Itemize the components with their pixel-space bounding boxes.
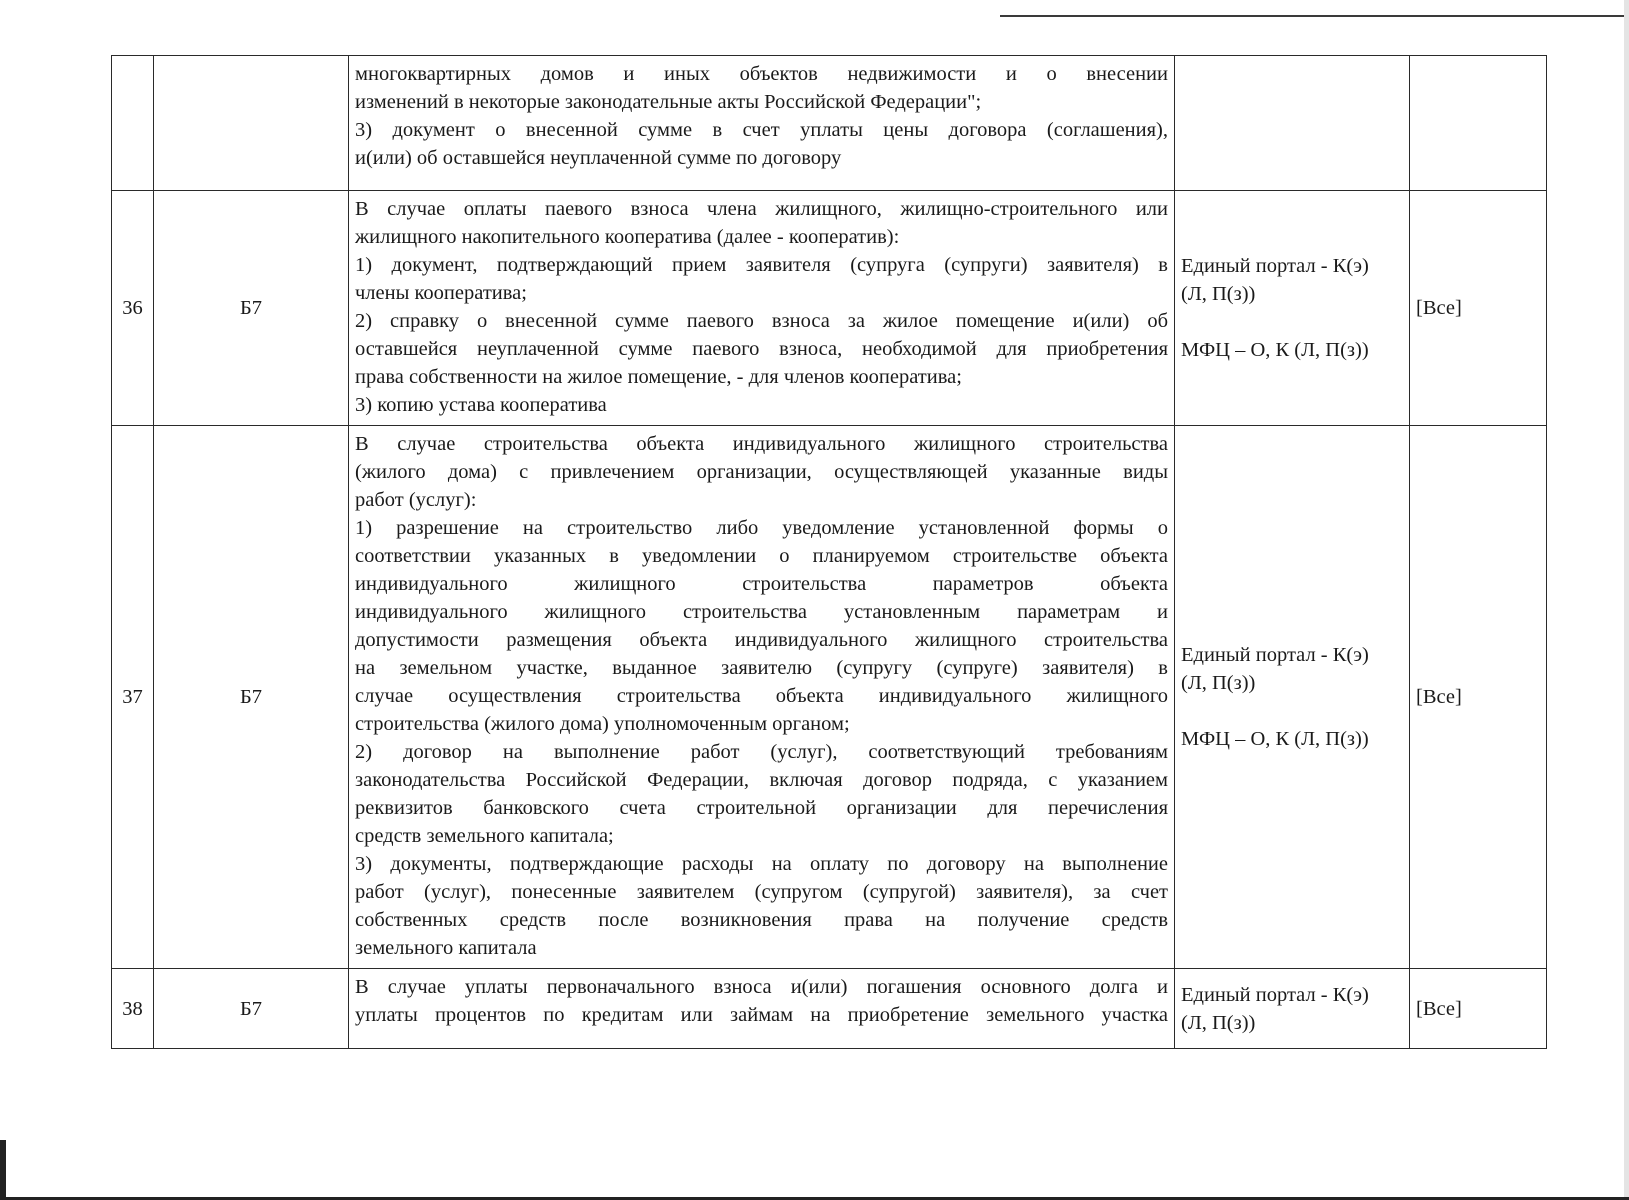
scan-edge-left (0, 1140, 6, 1200)
document-line: строительства (жилого дома) уполномоченным органом; (355, 713, 850, 735)
document-line: (жилого дома) с привлечением организации, осуществляющей указанные виды (355, 461, 1168, 483)
table-row (112, 191, 1547, 426)
document-line: В случае строительства объекта индивидуального жилищного строительства (355, 433, 1168, 455)
document-line: права собственности на жилое помещение, - для членов кооператива; (355, 366, 962, 388)
row-code-cell (154, 56, 349, 191)
documents-cell (349, 969, 1175, 1049)
submission-method-cell (1175, 969, 1410, 1049)
document-line: 3) документы, подтверждающие расходы на оплату по договору на выполнение (355, 853, 1168, 875)
documents-cell (349, 56, 1175, 191)
document-line: средств земельного капитала; (355, 825, 614, 847)
document-line: 1) разрешение на строительство либо уведомление установленной формы о (355, 517, 1168, 539)
document-line: 3) документ о внесенной сумме в счет уплаты цены договора (соглашения), (355, 119, 1168, 141)
row-number-cell: 38 (112, 969, 154, 1049)
submission-method-cell (1175, 191, 1410, 426)
document-line: собственных средств после возникновения права на получение средств (355, 909, 1168, 931)
row-code-cell: Б7 (154, 969, 349, 1049)
document-line: соответствии указанных в уведомлении о планируемом строительстве объекта (355, 545, 1168, 567)
submission-line: МФЦ – О, К (Л, П(з)) (1181, 728, 1369, 750)
submission-line: Единый портал - К(э) (1181, 644, 1369, 666)
table-row (112, 56, 1547, 191)
row-code-cell: Б7 (154, 191, 349, 426)
document-line: земельного капитала (355, 937, 537, 959)
document-line: 3) копию устава кооператива (355, 394, 607, 416)
row-code-cell: Б7 (154, 426, 349, 969)
document-line: и(или) об оставшейся неуплаченной сумме по договору (355, 147, 842, 169)
document-line: индивидуального жилищного строительства параметров объекта (355, 573, 1168, 595)
document-line: работ (услуг), понесенные заявителем (супругом (супругой) заявителя), за счет (355, 881, 1168, 903)
document-line: 2) справку о внесенной сумме паевого взноса за жилое помещение и(или) об (355, 310, 1168, 332)
document-line: 2) договор на выполнение работ (услуг), соответствующий требованиям (355, 741, 1168, 763)
document-line: допустимости размещения объекта индивидуального жилищного строительства (355, 629, 1168, 651)
documents-cell (349, 426, 1175, 969)
document-line: оставшейся неуплаченной сумме паевого взноса, необходимой для приобретения (355, 338, 1168, 360)
document-line: многоквартирных домов и иных объектов недвижимости и о внесении (355, 63, 1168, 85)
documents-cell (349, 191, 1175, 426)
submission-line: МФЦ – О, К (Л, П(з)) (1181, 339, 1369, 361)
document-line: члены кооператива; (355, 282, 527, 304)
submission-line: Единый портал - К(э) (1181, 983, 1369, 1006)
table-row (112, 426, 1547, 969)
document-line: изменений в некоторые законодательные акты Российской Федерации"; (355, 91, 982, 113)
document-line: В случае уплаты первоначального взноса и(или) погашения основного долга и (355, 976, 1168, 998)
document-line: случае осуществления строительства объекта индивидуального жилищного (355, 685, 1168, 707)
document-line: законодательства Российской Федерации, включая договор подряда, с указанием (355, 769, 1168, 791)
document-line: индивидуального жилищного строительства установленным параметрам и (355, 601, 1168, 623)
scan-edge-top (1000, 15, 1629, 17)
scope-cell: [Все] (1410, 191, 1547, 426)
scope-cell: [Все] (1410, 426, 1547, 969)
table-row (112, 969, 1547, 1049)
document-line: жилищного накопительного кооператива (далее - кооператив): (355, 226, 900, 248)
submission-line: Единый портал - К(э) (1181, 255, 1369, 277)
submission-method-cell (1175, 56, 1410, 191)
document-line: В случае оплаты паевого взноса члена жилищного, жилищно-строительного или (355, 198, 1168, 220)
row-number-cell (112, 56, 154, 191)
document-line: 1) документ, подтверждающий прием заявителя (супруга (супруги) заявителя) в (355, 254, 1168, 276)
scope-cell: [Все] (1410, 969, 1547, 1049)
documents-table (111, 55, 1547, 1049)
submission-line: (Л, П(з)) (1181, 283, 1256, 305)
document-line: работ (услуг): (355, 489, 477, 511)
scan-edge-right (1624, 0, 1629, 1200)
row-number-cell: 37 (112, 426, 154, 969)
scope-cell (1410, 56, 1547, 191)
submission-method-cell (1175, 426, 1410, 969)
submission-line: (Л, П(з)) (1181, 672, 1256, 694)
document-line: уплаты процентов по кредитам или займам на приобретение земельного участка (355, 1004, 1168, 1026)
submission-line: (Л, П(з)) (1181, 1011, 1256, 1034)
document-line: на земельном участке, выданное заявителю (супругу (супруге) заявителя) в (355, 657, 1168, 679)
row-number-cell: 36 (112, 191, 154, 426)
document-line: реквизитов банковского счета строительной организации для перечисления (355, 797, 1168, 819)
